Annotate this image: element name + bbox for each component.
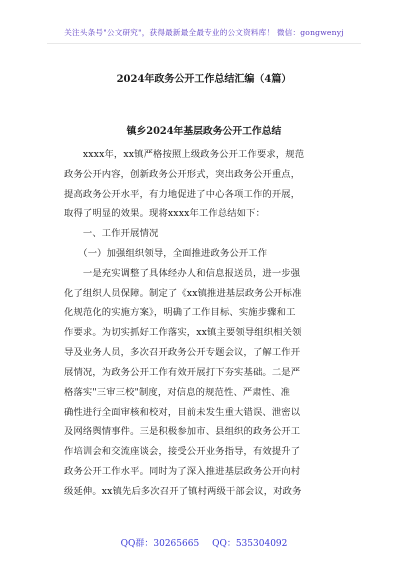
section-title: 镇乡2024年基层政务公开工作总结 <box>126 126 282 137</box>
header-promo-note: 关注头条号"公文研究"，获得最新最全最专业的公文资料库！ 微信：gongwenyj <box>64 28 344 37</box>
body-line: 政务公开工作水平。同时为了深入推进基层政务公开向村 <box>64 466 301 477</box>
body-line: 作要求。为切实抓好工作落实，xx镇主要领导组织相关领 <box>64 327 302 338</box>
body-line: xxxx年，xx镇严格按照上级政务公开工作要求，规范 <box>64 149 305 160</box>
body-line: 格落实"三审三校"制度，对信息的规范性、严肃性、准 <box>64 387 291 398</box>
body-line: 一、工作开展情况 <box>64 228 159 239</box>
body-line: 展情况，为政务公开工作有效开展打下夯实基础。二是严 <box>64 367 301 378</box>
body-line: 级延伸。xx镇先后多次召开了镇村两级干部会议，对政务 <box>64 486 302 497</box>
body-line: 确性进行全面审核和校对，目前未发生重大错误、泄密以 <box>64 407 301 418</box>
document-title: 2024年政务公开工作总结汇编（4篇） <box>116 74 292 85</box>
footer-qq: QQ：535304092 <box>212 539 288 549</box>
body-line: （一）加强组织领导，全面推进政务公开工作 <box>64 248 268 259</box>
body-line: 作培训会和交流座谈会，接受公开业务指导，有效提升了 <box>64 446 301 457</box>
body-line: 化规范化的实施方案》，明确了工作目标、实施步骤和工 <box>64 307 296 318</box>
footer-qq-group: QQ群：30265665 <box>120 539 200 549</box>
body-line: 化了组织人员保障。制定了《xx镇推进基层政务公开标准 <box>64 288 302 299</box>
body-line: 提高政务公开水平，有力地促进了中心各项工作的开展， <box>64 189 301 200</box>
body-line: 导及业务人员，多次召开政务公开专题会议，了解工作开 <box>64 347 301 358</box>
body-line: 一是充实调整了具体经办人和信息报送员，进一步强 <box>64 268 301 279</box>
header-divider <box>47 43 361 44</box>
body-line: 及网络舆情事件。三是积极参加市、县组织的政务公开工 <box>64 426 301 437</box>
body-line: 政务公开内容，创新政务公开形式，突出政务公开重点， <box>64 169 301 180</box>
footer-contact <box>0 536 408 549</box>
body-line: 取得了明显的效果。现将xxxx年工作总结如下： <box>64 208 266 219</box>
